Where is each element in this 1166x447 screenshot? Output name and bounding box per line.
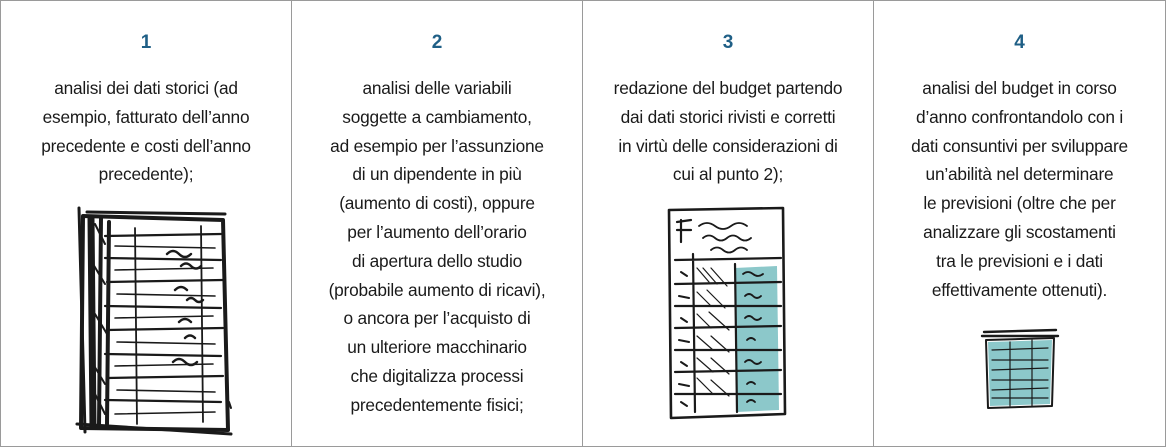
step-column-4 bbox=[874, 1, 1165, 446]
budget-table-sketch-icon bbox=[667, 206, 787, 422]
step-number: 3 bbox=[722, 32, 734, 53]
small-document-sketch-icon bbox=[980, 328, 1060, 410]
step-number: 4 bbox=[1014, 32, 1025, 53]
ledger-sketch-icon bbox=[75, 204, 235, 436]
step-column-3 bbox=[583, 1, 874, 446]
step-description: analisi del budget in corso d’anno confrontandolo con i dati consuntivi per sviluppare un’abilità nel determinare le previsioni (oltre che per analizzare gli scostamenti tra le previsioni e i dati effettivamente ottenuti). bbox=[911, 78, 1128, 300]
step-column-2 bbox=[292, 1, 583, 446]
step-description: analisi delle variabili soggette a cambiamento, ad esempio per l’assunzione di un dipendente in più (aumento di costi), oppure per l’aumento dell’orario di apertura dello studio (probabile aumento di ricavi), o ancora per l’acquisto di un ulteriore macchinario che digitalizza processi precedentemente fisici; bbox=[328, 78, 546, 415]
step-description: redazione del budget partendo dai dati storici rivisti e corretti in virtù delle considerazioni di cui al punto 2); bbox=[613, 78, 843, 185]
step-number: 2 bbox=[431, 32, 443, 53]
step-number: 1 bbox=[140, 32, 152, 53]
step-description: analisi dei dati storici (ad esempio, fatturato dell’anno precedente e costi dell’anno precedente); bbox=[41, 78, 251, 185]
step-column-1 bbox=[1, 1, 292, 446]
